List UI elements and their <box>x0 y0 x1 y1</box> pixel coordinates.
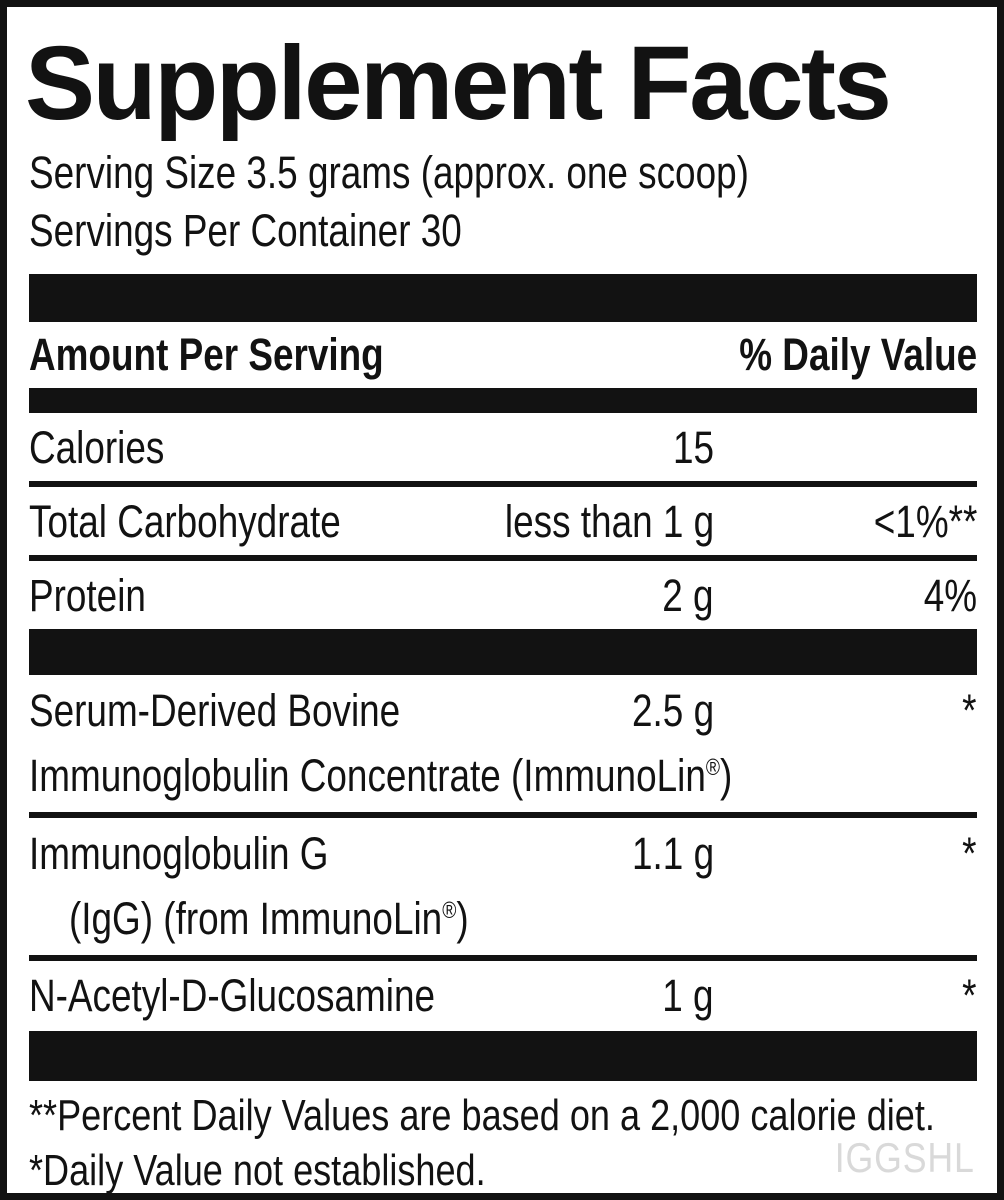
watermark-code: IGGSHL <box>834 1134 975 1181</box>
nutrient-name: Protein <box>29 570 146 621</box>
section-bar-top <box>29 274 977 322</box>
nutrient-row-n-acetyl-d-glucosamine <box>29 961 977 1029</box>
serving-size-line <box>29 144 977 202</box>
nutrient-row-immunoglobulin-g <box>29 818 977 955</box>
servings-per-container-line <box>29 202 977 260</box>
nutrient-daily-value: * <box>962 828 977 879</box>
nutrient-daily-value: * <box>962 970 977 1021</box>
nutrient-name-line1: Immunoglobulin G <box>29 828 329 879</box>
nutrient-daily-value: <1%** <box>873 496 977 547</box>
column-header-row <box>29 322 977 388</box>
section-bar-bottom <box>29 1031 977 1081</box>
nutrient-amount: less than 1 g <box>504 496 714 547</box>
registered-trademark-symbol: ® <box>442 897 457 923</box>
nutrient-row-calories <box>29 413 977 481</box>
nutrient-daily-value: * <box>962 685 977 736</box>
nutrient-name: Total Carbohydrate <box>29 496 341 547</box>
nutrient-row-protein <box>29 561 977 629</box>
nutrient-name: Calories <box>29 422 165 473</box>
nutrient-row-total-carbohydrate <box>29 487 977 555</box>
nutrient-name-line1: Serum-Derived Bovine <box>29 685 401 736</box>
registered-trademark-symbol: ® <box>705 754 721 780</box>
section-bar-middle <box>29 629 977 675</box>
nutrient-name-line2: (IgG) (from ImmunoLin®) <box>69 893 469 944</box>
amount-per-serving-header: Amount Per Serving <box>29 329 384 380</box>
daily-value-header: % Daily Value <box>739 329 977 380</box>
nutrient-name-line2: Immunoglobulin Concentrate (ImmunoLin®) <box>29 750 733 801</box>
nutrient-amount: 1 g <box>662 970 714 1021</box>
nutrient-name: N-Acetyl-D-Glucosamine <box>29 970 436 1021</box>
panel-title: Supplement Facts <box>25 25 890 142</box>
serving-size-text: Serving Size 3.5 grams (approx. one scoop) <box>29 147 749 198</box>
section-bar-header <box>29 388 977 413</box>
nutrient-daily-value: 4% <box>923 570 977 621</box>
footnote-percent-daily-values: **Percent Daily Values are based on a 2,000 calorie diet. <box>29 1091 935 1140</box>
nutrient-amount: 2 g <box>662 570 714 621</box>
footnote-daily-value-not-established: *Daily Value not established. <box>29 1146 486 1195</box>
nutrient-amount: 15 <box>672 422 714 473</box>
servings-per-container-text: Servings Per Container 30 <box>29 205 462 256</box>
nutrient-amount: 1.1 g <box>631 828 714 879</box>
nutrient-amount: 2.5 g <box>631 685 714 736</box>
nutrient-row-serum-immunoglobulin-concentrate <box>29 675 977 812</box>
